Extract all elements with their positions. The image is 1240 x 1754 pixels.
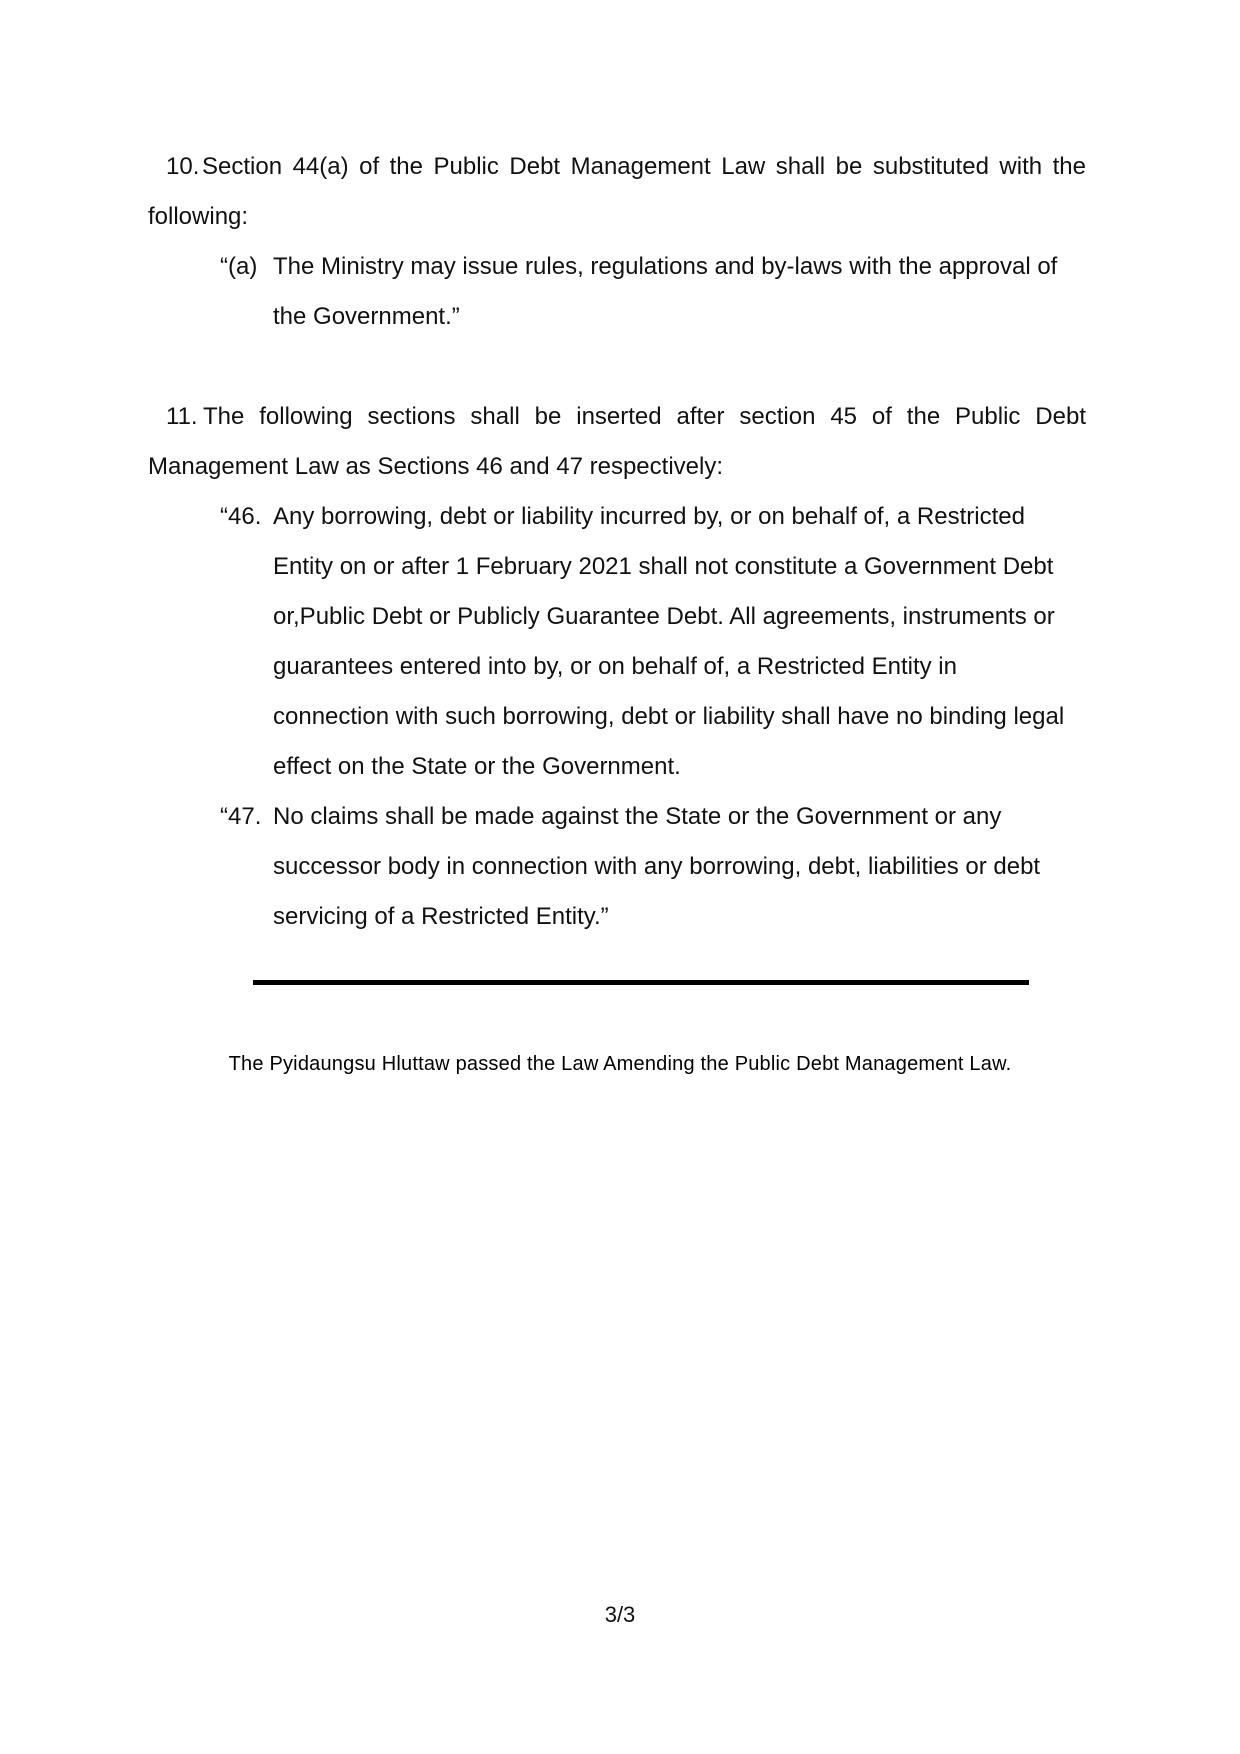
section-11-number: 11.	[166, 403, 198, 430]
section-46-line: effect on the State or the Government.	[273, 753, 681, 780]
section-10a-line-2: the Government.”	[273, 303, 460, 330]
section-10a-line-1: The Ministry may issue rules, regulations and by-laws with the approval of	[273, 253, 1058, 280]
section-46-line: Entity on or after 1 February 2021 shall not constitute a Government Debt	[273, 553, 1054, 580]
section-47-line: servicing of a Restricted Entity.”	[273, 903, 609, 930]
section-11-line-2: Management Law as Sections 46 and 47 respectively:	[148, 453, 724, 480]
horizontal-divider	[253, 980, 1029, 985]
section-11-line-1: The following sections shall be inserted after section 45 of the Public Debt	[203, 403, 1086, 430]
section-10a-label: “(a)	[220, 253, 258, 280]
section-10-number: 10.	[166, 153, 200, 180]
section-10-line-1: Section 44(a) of the Public Debt Management Law shall be substituted with the	[202, 153, 1086, 180]
section-46-label: “46.	[220, 503, 262, 530]
passage-note: The Pyidaungsu Hluttaw passed the Law Amending the Public Debt Management Law.	[228, 1053, 1012, 1075]
section-10-line-2: following:	[148, 203, 249, 230]
section-47-line: successor body in connection with any borrowing, debt, liabilities or debt	[273, 853, 1041, 880]
page-number: 3/3	[604, 1602, 636, 1627]
section-46-line: Any borrowing, debt or liability incurred by, or on behalf of, a Restricted	[273, 503, 1025, 530]
section-46-line: guarantees entered into by, or on behalf of, a Restricted Entity in	[273, 653, 957, 680]
section-47-label: “47.	[220, 803, 262, 830]
section-46-line: connection with such borrowing, debt or liability shall have no binding legal	[273, 703, 1065, 730]
section-47-line: No claims shall be made against the State or the Government or any	[273, 803, 1002, 830]
section-46-line: or,Public Debt or Publicly Guarantee Debt. All agreements, instruments or	[273, 603, 1055, 630]
